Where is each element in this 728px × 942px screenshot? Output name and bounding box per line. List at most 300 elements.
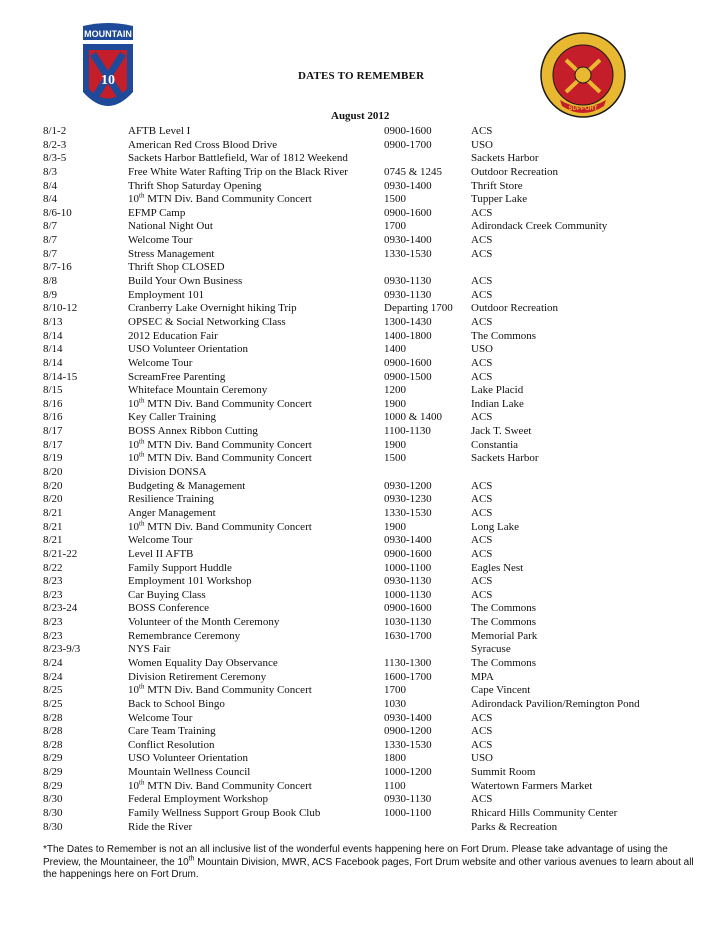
event-date: 8/23-9/3 bbox=[43, 643, 81, 656]
event-name-text: Family Wellness Support Group Book Club bbox=[128, 807, 321, 820]
event-date: 8/30 bbox=[43, 820, 63, 833]
event-location: Long Lake bbox=[471, 520, 519, 533]
event-location: Syracuse bbox=[471, 643, 511, 656]
event-date: 8/1-2 bbox=[43, 125, 67, 137]
event-name-text: Ride the River bbox=[128, 820, 193, 833]
event-date: 8/2-3 bbox=[43, 138, 67, 151]
event-name-text: Stress Management bbox=[128, 247, 215, 260]
event-row bbox=[43, 739, 713, 753]
event-name-suffix: MTN Div. Band Community Concert bbox=[144, 193, 312, 206]
event-row bbox=[43, 616, 713, 630]
event-name bbox=[128, 657, 278, 671]
footnote-text-end: Mountain Division, MWR, ACS Facebook pages, Fort Drum website and other various avenues to learn about all the happenings here on Fort Drum. bbox=[43, 856, 694, 881]
event-name-text: 10 bbox=[128, 452, 139, 465]
event-date: 8/21-22 bbox=[43, 547, 78, 560]
event-date: 8/4 bbox=[43, 179, 58, 192]
event-date: 8/15 bbox=[43, 384, 63, 397]
event-time: 0930-1400 bbox=[384, 234, 432, 247]
svg-text:SUPPORT: SUPPORT bbox=[568, 106, 598, 112]
event-name bbox=[128, 234, 192, 248]
event-time: 1900 bbox=[384, 397, 406, 410]
svg-text:10: 10 bbox=[101, 73, 115, 88]
event-name-suffix: MTN Div. Band Community Concert bbox=[144, 520, 312, 533]
event-name-ordinal: th bbox=[139, 396, 145, 405]
event-name bbox=[128, 152, 348, 166]
event-date: 8/7 bbox=[43, 220, 58, 233]
event-location: The Commons bbox=[471, 329, 537, 342]
event-name bbox=[128, 630, 240, 644]
event-name bbox=[128, 384, 267, 398]
event-name bbox=[128, 548, 193, 562]
event-time: 0900-1600 bbox=[384, 547, 432, 560]
event-name-text: Division DONSA bbox=[128, 466, 207, 479]
event-name-text: AFTB Level I bbox=[128, 125, 191, 137]
event-location: ACS bbox=[471, 315, 493, 328]
event-row bbox=[43, 207, 713, 221]
event-location: ACS bbox=[471, 288, 493, 301]
event-date: 8/25 bbox=[43, 684, 63, 697]
event-date: 8/29 bbox=[43, 752, 63, 765]
event-time: 1130-1300 bbox=[384, 656, 432, 669]
support-command-seal bbox=[538, 30, 628, 120]
event-name-suffix: MTN Div. Band Community Concert bbox=[144, 452, 312, 465]
event-name-text: Women Equality Day Observance bbox=[128, 656, 278, 669]
event-location: ACS bbox=[471, 206, 493, 219]
event-name bbox=[128, 261, 225, 275]
event-name-text: Build Your Own Business bbox=[128, 275, 243, 288]
event-location: The Commons bbox=[471, 602, 537, 615]
event-row bbox=[43, 166, 713, 180]
event-name-text: 10 bbox=[128, 520, 139, 533]
event-name bbox=[128, 725, 216, 739]
event-date: 8/20 bbox=[43, 466, 63, 479]
event-time: 1900 bbox=[384, 438, 406, 451]
event-time: 0900-1600 bbox=[384, 602, 432, 615]
event-date: 8/14 bbox=[43, 343, 63, 356]
event-row bbox=[43, 643, 713, 657]
event-name bbox=[128, 766, 250, 780]
event-time: 0930-1130 bbox=[384, 288, 432, 301]
event-name-text: 10 bbox=[128, 779, 139, 792]
event-time: 1900 bbox=[384, 520, 406, 533]
event-date: 8/7-16 bbox=[43, 261, 72, 274]
event-location: ACS bbox=[471, 506, 493, 519]
event-date: 8/9 bbox=[43, 288, 58, 301]
event-row bbox=[43, 548, 713, 562]
event-time: 1000-1130 bbox=[384, 588, 432, 601]
event-location: Cape Vincent bbox=[471, 684, 531, 697]
event-date: 8/25 bbox=[43, 697, 63, 710]
event-name bbox=[128, 616, 279, 630]
event-row bbox=[43, 411, 713, 425]
event-time: 1400 bbox=[384, 343, 406, 356]
event-row bbox=[43, 684, 713, 698]
event-name bbox=[128, 371, 225, 385]
event-name bbox=[128, 289, 204, 303]
event-location: ACS bbox=[471, 547, 493, 560]
footnote-text: *The Dates to Remember is not an all inclusive list of the wonderful events happening here on Fort Drum. Please take advantage of using the Preview, the Mountaineer, the 10 bbox=[43, 844, 668, 868]
event-row bbox=[43, 793, 713, 807]
event-location: Lake Placid bbox=[471, 384, 524, 397]
event-date: 8/7 bbox=[43, 247, 58, 260]
event-row bbox=[43, 261, 713, 275]
event-time: 1500 bbox=[384, 193, 406, 206]
event-name-text: Free White Water Rafting Trip on the Black River bbox=[128, 165, 348, 178]
event-time: 1330-1530 bbox=[384, 738, 432, 751]
event-time: 1400-1800 bbox=[384, 329, 432, 342]
event-name-suffix: MTN Div. Band Community Concert bbox=[144, 684, 312, 697]
event-name-text: Thrift Shop Saturday Opening bbox=[128, 179, 262, 192]
event-time: 0930-1200 bbox=[384, 479, 432, 492]
event-name-text: National Night Out bbox=[128, 220, 213, 233]
event-name-text: EFMP Camp bbox=[128, 206, 186, 219]
event-time: Departing 1700 bbox=[384, 302, 453, 315]
event-date: 8/10-12 bbox=[43, 302, 78, 315]
event-date: 8/23 bbox=[43, 575, 63, 588]
event-row bbox=[43, 807, 713, 821]
event-name bbox=[128, 180, 262, 194]
event-location: ACS bbox=[471, 370, 493, 383]
event-time: 1700 bbox=[384, 220, 406, 233]
event-time: 0900-1500 bbox=[384, 370, 432, 383]
event-name bbox=[128, 739, 214, 753]
event-name bbox=[128, 139, 277, 153]
event-name-text: Care Team Training bbox=[128, 725, 216, 738]
event-name-ordinal: th bbox=[139, 682, 145, 691]
event-location: ACS bbox=[471, 575, 493, 588]
event-time: 1000 & 1400 bbox=[384, 411, 443, 424]
event-location: ACS bbox=[471, 479, 493, 492]
event-location: ACS bbox=[471, 411, 493, 424]
event-date: 8/4 bbox=[43, 193, 58, 206]
event-name-text: Family Support Huddle bbox=[128, 561, 232, 574]
event-name bbox=[128, 343, 248, 357]
event-location: ACS bbox=[471, 588, 493, 601]
event-date: 8/21 bbox=[43, 534, 63, 547]
event-row bbox=[43, 125, 713, 139]
event-name-text: Welcome Tour bbox=[128, 534, 193, 547]
svg-text:MOUNTAIN: MOUNTAIN bbox=[84, 29, 132, 39]
event-location: ACS bbox=[471, 725, 493, 738]
event-name-text: Employment 101 Workshop bbox=[128, 575, 252, 588]
event-name bbox=[128, 207, 185, 221]
event-row bbox=[43, 602, 713, 616]
event-location: Rhicard Hills Community Center bbox=[471, 807, 618, 820]
event-time: 0900-1600 bbox=[384, 356, 432, 369]
event-name bbox=[128, 411, 216, 425]
event-location: ACS bbox=[471, 247, 493, 260]
event-time: 1800 bbox=[384, 752, 406, 765]
event-name-suffix: MTN Div. Band Community Concert bbox=[144, 438, 312, 451]
event-row bbox=[43, 357, 713, 371]
event-name bbox=[128, 125, 190, 139]
event-date: 8/28 bbox=[43, 711, 63, 724]
event-time: 1700 bbox=[384, 684, 406, 697]
event-date: 8/6-10 bbox=[43, 206, 72, 219]
event-row bbox=[43, 725, 713, 739]
event-row bbox=[43, 534, 713, 548]
event-row bbox=[43, 493, 713, 507]
event-name bbox=[128, 166, 348, 180]
event-name-text: USO Volunteer Orientation bbox=[128, 343, 248, 356]
event-name bbox=[128, 302, 297, 316]
event-time: 1000-1200 bbox=[384, 766, 432, 779]
event-name bbox=[128, 518, 312, 535]
event-date: 8/24 bbox=[43, 656, 63, 669]
event-date: 8/17 bbox=[43, 425, 63, 438]
event-row bbox=[43, 452, 713, 466]
event-name-text: Car Buying Class bbox=[128, 588, 206, 601]
footnote-ordinal: th bbox=[188, 855, 195, 863]
event-date: 8/29 bbox=[43, 766, 63, 779]
event-location: ACS bbox=[471, 793, 493, 806]
event-name bbox=[128, 602, 209, 616]
event-name-text: American Red Cross Blood Drive bbox=[128, 138, 278, 151]
event-location: USO bbox=[471, 138, 494, 151]
event-name-text: NYS Fair bbox=[128, 643, 171, 656]
event-date: 8/3-5 bbox=[43, 152, 67, 165]
event-name-text: Welcome Tour bbox=[128, 711, 193, 724]
event-name-text: BOSS Annex Ribbon Cutting bbox=[128, 425, 258, 438]
event-date: 8/23 bbox=[43, 616, 63, 629]
event-name-text: Thrift Shop CLOSED bbox=[128, 261, 225, 274]
event-name bbox=[128, 425, 258, 439]
event-location: Watertown Farmers Market bbox=[471, 779, 593, 792]
event-location: ACS bbox=[471, 234, 493, 247]
event-location: ACS bbox=[471, 275, 493, 288]
event-location: Constantia bbox=[471, 438, 519, 451]
event-date: 8/21 bbox=[43, 506, 63, 519]
event-name-text: Employment 101 bbox=[128, 288, 205, 301]
events-list bbox=[43, 125, 713, 834]
event-name-ordinal: th bbox=[139, 437, 145, 446]
event-row bbox=[43, 152, 713, 166]
event-row bbox=[43, 316, 713, 330]
event-location: Jack T. Sweet bbox=[471, 425, 532, 438]
event-name-text: 10 bbox=[128, 684, 139, 697]
event-time: 0930-1400 bbox=[384, 534, 432, 547]
event-name-text: Key Caller Training bbox=[128, 411, 216, 424]
event-name bbox=[128, 671, 266, 685]
event-name bbox=[128, 193, 312, 207]
event-date: 8/21 bbox=[43, 520, 63, 533]
event-name-text: Division Retirement Ceremony bbox=[128, 670, 267, 683]
event-time: 0930-1130 bbox=[384, 575, 432, 588]
event-name-text: Back to School Bingo bbox=[128, 697, 225, 710]
event-date: 8/17 bbox=[43, 438, 63, 451]
event-date: 8/22 bbox=[43, 561, 63, 574]
event-location: Parks & Recreation bbox=[471, 820, 558, 833]
event-row bbox=[43, 466, 713, 480]
event-row bbox=[43, 398, 713, 412]
event-name-text: 2012 Education Fair bbox=[128, 329, 218, 342]
footnote bbox=[43, 844, 708, 882]
event-date: 8/23 bbox=[43, 629, 63, 642]
event-name bbox=[128, 643, 170, 657]
event-date: 8/20 bbox=[43, 479, 63, 492]
event-date: 8/19 bbox=[43, 452, 63, 465]
event-time: 1200 bbox=[384, 384, 406, 397]
event-location: USO bbox=[471, 343, 494, 356]
event-time: 1600-1700 bbox=[384, 670, 432, 683]
event-date: 8/24 bbox=[43, 670, 63, 683]
event-name-text: Level II AFTB bbox=[128, 547, 194, 560]
event-location: Outdoor Recreation bbox=[471, 302, 559, 315]
event-name bbox=[128, 684, 312, 698]
event-name-text: 10 bbox=[128, 438, 139, 451]
event-name-text: Cranberry Lake Overnight hiking Trip bbox=[128, 302, 297, 315]
event-row bbox=[43, 343, 713, 357]
event-row bbox=[43, 630, 713, 644]
event-name-text: Resilience Training bbox=[128, 493, 214, 506]
event-location: The Commons bbox=[471, 656, 537, 669]
event-name bbox=[128, 562, 232, 576]
event-time: 0930-1400 bbox=[384, 711, 432, 724]
event-location: Outdoor Recreation bbox=[471, 165, 559, 178]
event-row bbox=[43, 562, 713, 576]
event-time: 1630-1700 bbox=[384, 629, 432, 642]
event-name-suffix: MTN Div. Band Community Concert bbox=[144, 779, 312, 792]
event-row bbox=[43, 302, 713, 316]
event-name bbox=[128, 330, 218, 344]
event-name bbox=[128, 793, 268, 807]
event-date: 8/7 bbox=[43, 234, 58, 247]
event-name bbox=[128, 752, 248, 766]
event-time: 0930-1130 bbox=[384, 275, 432, 288]
event-name-text: USO Volunteer Orientation bbox=[128, 752, 248, 765]
event-name bbox=[128, 439, 312, 453]
event-time: 1100 bbox=[384, 779, 406, 792]
event-date: 8/29 bbox=[43, 779, 63, 792]
event-name bbox=[128, 398, 312, 412]
event-date: 8/30 bbox=[43, 793, 63, 806]
event-location: Tupper Lake bbox=[471, 193, 528, 206]
event-name-text: 10 bbox=[128, 397, 139, 410]
event-name-text: ScreamFree Parenting bbox=[128, 370, 226, 383]
event-name bbox=[128, 248, 214, 262]
event-time: 0930-1130 bbox=[384, 793, 432, 806]
event-date: 8/30 bbox=[43, 807, 63, 820]
event-name-ordinal: th bbox=[139, 778, 145, 787]
event-row bbox=[43, 821, 713, 835]
event-name bbox=[128, 589, 206, 603]
event-date: 8/28 bbox=[43, 725, 63, 738]
event-date: 8/16 bbox=[43, 397, 63, 410]
event-date: 8/3 bbox=[43, 165, 58, 178]
event-time: 1030-1130 bbox=[384, 616, 432, 629]
event-name-text: Volunteer of the Month Ceremony bbox=[128, 616, 280, 629]
event-row bbox=[43, 657, 713, 671]
event-name bbox=[128, 220, 213, 234]
event-name-ordinal: th bbox=[139, 518, 145, 527]
event-time: 1030 bbox=[384, 697, 406, 710]
event-location: ACS bbox=[471, 738, 493, 751]
event-date: 8/13 bbox=[43, 315, 63, 328]
event-row bbox=[43, 330, 713, 344]
event-date: 8/28 bbox=[43, 738, 63, 751]
event-name bbox=[128, 821, 192, 835]
event-name bbox=[128, 698, 225, 712]
mountain-division-logo bbox=[79, 22, 137, 117]
event-row bbox=[43, 575, 713, 589]
event-location: Eagles Nest bbox=[471, 561, 524, 574]
event-time: 1500 bbox=[384, 452, 406, 465]
event-location: Thrift Store bbox=[471, 179, 523, 192]
event-name bbox=[128, 466, 207, 480]
event-date: 8/20 bbox=[43, 493, 63, 506]
event-name-text: Anger Management bbox=[128, 506, 216, 519]
event-name-suffix: MTN Div. Band Community Concert bbox=[144, 397, 312, 410]
event-row bbox=[43, 518, 713, 535]
event-time: 1000-1100 bbox=[384, 561, 432, 574]
event-row bbox=[43, 289, 713, 303]
event-location: Sackets Harbor bbox=[471, 152, 539, 165]
event-time: 1300-1430 bbox=[384, 315, 432, 328]
event-name-text: Remembrance Ceremony bbox=[128, 629, 241, 642]
event-location: Sackets Harbor bbox=[471, 452, 539, 465]
event-location: ACS bbox=[471, 356, 493, 369]
event-time: 0930-1400 bbox=[384, 179, 432, 192]
event-time: 1100-1130 bbox=[384, 425, 431, 438]
event-name bbox=[128, 780, 312, 794]
event-location: Summit Room bbox=[471, 766, 536, 779]
event-location: ACS bbox=[471, 493, 493, 506]
event-name bbox=[128, 275, 242, 289]
event-name bbox=[128, 807, 320, 821]
event-row bbox=[43, 139, 713, 153]
event-location: ACS bbox=[471, 711, 493, 724]
event-name-ordinal: th bbox=[139, 191, 145, 200]
event-row bbox=[43, 248, 713, 262]
event-name bbox=[128, 316, 286, 330]
event-row bbox=[43, 234, 713, 248]
event-row bbox=[43, 752, 713, 766]
event-location: ACS bbox=[471, 534, 493, 547]
event-location: USO bbox=[471, 752, 494, 765]
event-time: 0930-1230 bbox=[384, 493, 432, 506]
event-name-text: Conflict Resolution bbox=[128, 738, 215, 751]
event-date: 8/8 bbox=[43, 275, 58, 288]
event-location: ACS bbox=[471, 125, 493, 137]
event-time: 0745 & 1245 bbox=[384, 165, 443, 178]
event-name-text: Budgeting & Management bbox=[128, 479, 246, 492]
event-row bbox=[43, 780, 713, 794]
event-row bbox=[43, 220, 713, 234]
event-date: 8/14 bbox=[43, 356, 63, 369]
event-row bbox=[43, 480, 713, 494]
event-date: 8/23 bbox=[43, 588, 63, 601]
event-row bbox=[43, 712, 713, 726]
event-name-text: Welcome Tour bbox=[128, 356, 193, 369]
event-time: 1000-1100 bbox=[384, 807, 432, 820]
event-location: MPA bbox=[471, 670, 494, 683]
event-name-text: Whiteface Mountain Ceremony bbox=[128, 384, 268, 397]
event-name-text: Mountain Wellness Council bbox=[128, 766, 251, 779]
event-name-text: Federal Employment Workshop bbox=[128, 793, 269, 806]
event-date: 8/23-24 bbox=[43, 602, 78, 615]
event-name bbox=[128, 452, 312, 466]
event-name-text: Sackets Harbor Battlefield, War of 1812 Weekend bbox=[128, 152, 348, 165]
event-row bbox=[43, 371, 713, 385]
event-time: 1330-1530 bbox=[384, 506, 432, 519]
event-location: Adirondack Creek Community bbox=[471, 220, 608, 233]
event-location: Indian Lake bbox=[471, 397, 524, 410]
event-name bbox=[128, 493, 214, 507]
event-location: Adirondack Pavilion/Remington Pond bbox=[471, 697, 640, 710]
event-name-text: 10 bbox=[128, 193, 139, 206]
event-name bbox=[128, 534, 192, 548]
event-row bbox=[43, 589, 713, 603]
